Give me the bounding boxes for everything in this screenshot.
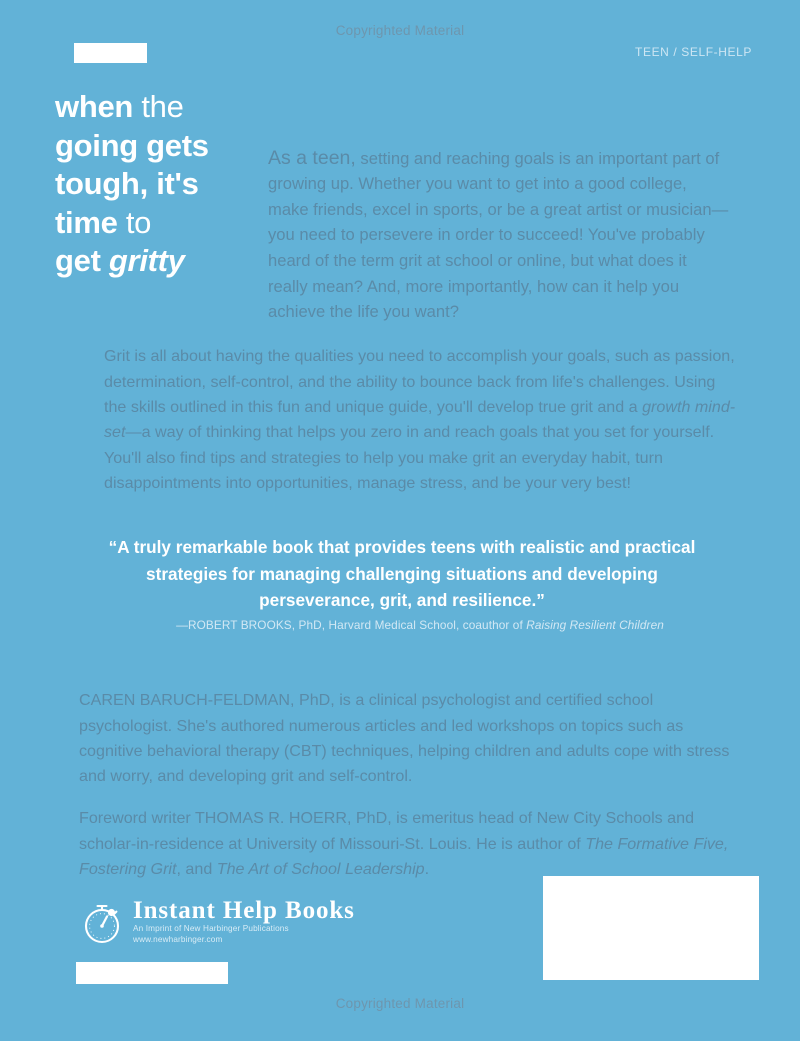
top-blank-plate: [74, 43, 147, 63]
pull-quote: “A truly remarkable book that provides teens with realistic and practical strategies for managing challenging situations and developing perseverance, grit, and resilience.”: [108, 537, 696, 610]
description-paragraph: [104, 344, 740, 496]
barcode-placeholder: [543, 876, 759, 980]
pull-quote-attribution: [100, 618, 740, 632]
copyrighted-material-watermark-bottom: Copyrighted Material: [335, 996, 465, 1011]
headline-line-5-bold: get: [55, 243, 109, 278]
headline-line-3: [55, 165, 270, 204]
stopwatch-icon: [80, 900, 126, 946]
headline-line-4-bold: time: [55, 204, 118, 240]
publisher-logo: [80, 898, 355, 947]
headline-line-1-light: the: [133, 89, 184, 124]
headline-line-5-italic: gritty: [108, 243, 185, 278]
headline-line-4: [55, 204, 270, 243]
lede-opening-phrase: As a teen,: [268, 146, 356, 169]
publisher-name: Instant Help Books: [133, 897, 355, 924]
publisher-url: www.newharbinger.com: [133, 934, 223, 944]
headline-line-1: [55, 88, 270, 127]
foreword-part-1: Foreword writer THOMAS R. HOERR, PhD, is emeritus head of New City Schools and scholar-in-residence at University of Missouri-St. Louis. He is author of: [79, 809, 695, 853]
headline-line-1-bold: when: [55, 89, 134, 124]
blurb-italic-growth-mindset: growth mind-set: [104, 397, 736, 442]
foreword-italic-title-1: The Formative Five, Fostering Grit: [79, 834, 729, 878]
page-title: [55, 88, 270, 281]
foreword-part-3: .: [424, 859, 430, 878]
headline-line-2: [55, 127, 270, 166]
bottom-blank-plate: [76, 962, 228, 984]
author-bio: CAREN BARUCH-FELDMAN, PhD, is a clinical psychologist and certified school psychologist. She's authored numerous articles and led workshops on topics such as cognitive behavioral therapy (CBT) techniques, helping children and adults cope with stress and worry, and developing grit and self-control.: [79, 691, 730, 786]
quote-source-prefix: —ROBERT BROOKS, PhD, Harvard Medical School, coauthor of: [176, 618, 527, 632]
headline-line-5: [55, 242, 270, 281]
foreword-writer-bio: [79, 806, 739, 882]
foreword-part-2: , and: [176, 859, 217, 878]
publisher-imprint: An Imprint of New Harbinger Publications: [133, 924, 289, 933]
lede-paragraph: [268, 146, 730, 325]
category-label: TEEN / SELF-HELP: [635, 45, 752, 59]
publisher-logo-text: [133, 898, 355, 947]
blurb-part-2: —a way of thinking that helps you zero in and reach goals that you set for yourself. You'll also find tips and strategies to help you make grit an everyday habit, turn disappointments into opportunities, manage stress, and be your very best!: [104, 423, 715, 493]
blurb-part-1: Grit is all about having the qualities you need to accomplish your goals, such as passion, determination, self-control, and the ability to bounce back from life's challenges. Using the skills outlined in this fun and unique guide, you'll develop true grit and a: [104, 347, 735, 416]
lede-body: setting and reaching goals is an important part of growing up. Whether you want to get into a good college, make friends, excel in sports, or be a great artist or musician—you need to persevere in order to succeed! You've probably heard of the term grit at school or online, but what does it really mean? And, more importantly, how can it help you achieve the life you want?: [268, 148, 729, 322]
headline-line-3-bold: tough, it's: [55, 166, 199, 201]
foreword-italic-title-2: The Art of School Leadership: [216, 859, 425, 878]
headline-line-4-light: to: [117, 204, 152, 240]
copyrighted-material-watermark-top: Copyrighted Material: [335, 23, 465, 38]
quote-source-title: Raising Resilient Children: [526, 618, 664, 632]
headline-line-2-bold: going gets: [55, 127, 209, 163]
